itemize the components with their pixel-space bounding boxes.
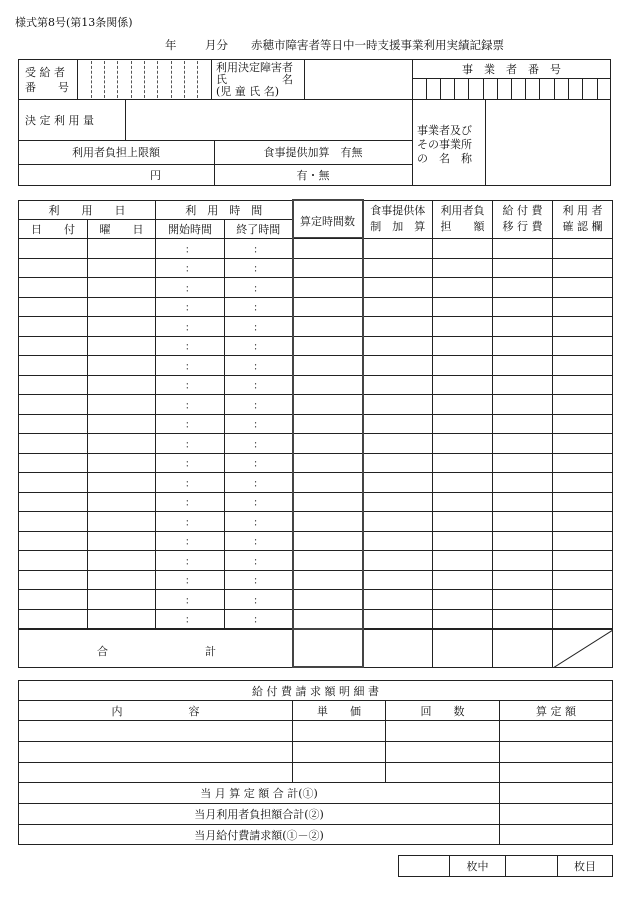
benefit-transfer-cell[interactable] [493, 609, 553, 629]
benefit-transfer-cell[interactable] [493, 570, 553, 590]
weekday-cell[interactable] [88, 609, 156, 629]
record-row [19, 239, 613, 259]
claim-cell[interactable] [500, 721, 613, 742]
meal-addition-cell[interactable] [363, 590, 433, 610]
calc-hours-cell[interactable] [293, 453, 363, 473]
user-burden-cell[interactable] [433, 531, 493, 551]
benefit-transfer-cell[interactable] [493, 434, 553, 454]
start-time-cell[interactable]: ： [156, 375, 225, 395]
claim-sum-calculated-value[interactable] [500, 783, 613, 804]
meal-addition-cell[interactable] [363, 336, 433, 356]
record-row [19, 570, 613, 590]
total-meal-addition[interactable] [363, 629, 433, 667]
start-time-cell[interactable]: ： [156, 551, 225, 571]
record-row [19, 434, 613, 454]
benefit-transfer-cell[interactable] [493, 258, 553, 278]
claim-cell[interactable] [500, 742, 613, 763]
end-time-cell[interactable]: ： [225, 512, 293, 532]
user-burden-cell[interactable] [433, 570, 493, 590]
date-cell[interactable] [19, 551, 88, 571]
record-row [19, 551, 613, 571]
diagonal-line [553, 630, 613, 668]
calc-hours-cell[interactable] [293, 239, 363, 259]
user-burden-cell[interactable] [433, 453, 493, 473]
start-time-cell[interactable]: ： [156, 473, 225, 493]
user-confirm-cell[interactable] [553, 531, 613, 551]
date-cell[interactable] [19, 239, 88, 259]
start-time-cell[interactable]: ： [156, 297, 225, 317]
start-time-cell[interactable]: ： [156, 239, 225, 259]
calc-hours-cell[interactable] [293, 258, 363, 278]
calc-hours-cell[interactable] [293, 375, 363, 395]
title-year: 年 [165, 38, 177, 52]
end-time-cell[interactable]: ： [225, 590, 293, 610]
start-time-cell[interactable]: ： [156, 434, 225, 454]
start-time-cell[interactable]: ： [156, 570, 225, 590]
user-confirm-cell[interactable] [553, 609, 613, 629]
end-time-cell[interactable]: ： [225, 239, 293, 259]
benefit-transfer-cell[interactable] [493, 473, 553, 493]
user-confirm-cell[interactable] [553, 414, 613, 434]
header-meal-addition: 食事提供体 制 加 算 [363, 200, 433, 238]
date-cell[interactable] [19, 492, 88, 512]
benefit-transfer-cell[interactable] [493, 317, 553, 337]
calc-hours-cell[interactable] [293, 473, 363, 493]
end-time-cell[interactable]: ： [225, 473, 293, 493]
user-confirm-cell[interactable] [553, 473, 613, 493]
weekday-cell[interactable] [88, 395, 156, 415]
user-confirm-cell[interactable] [553, 239, 613, 259]
meal-addition-cell[interactable] [363, 395, 433, 415]
recipient-label-2: 番 号 [25, 81, 69, 94]
user-burden-cell[interactable] [433, 492, 493, 512]
user-burden-cell[interactable] [433, 278, 493, 298]
calc-hours-cell[interactable] [293, 531, 363, 551]
user-burden-cell[interactable] [433, 551, 493, 571]
weekday-cell[interactable] [88, 239, 156, 259]
user-confirm-cell[interactable] [553, 551, 613, 571]
end-time-cell[interactable]: ： [225, 492, 293, 512]
calc-hours-cell[interactable] [293, 492, 363, 512]
claim-sum-burden-value[interactable] [500, 804, 613, 825]
benefit-transfer-cell[interactable] [493, 336, 553, 356]
weekday-cell[interactable] [88, 492, 156, 512]
date-cell[interactable] [19, 590, 88, 610]
header-weekday: 曜 日 [88, 219, 156, 238]
claim-cell[interactable] [19, 742, 293, 763]
meal-addition-cell[interactable] [363, 414, 433, 434]
meal-addition-cell[interactable] [363, 239, 433, 259]
end-time-cell[interactable]: ： [225, 395, 293, 415]
user-burden-cell[interactable] [433, 473, 493, 493]
end-time-cell[interactable]: ： [225, 414, 293, 434]
date-cell[interactable] [19, 473, 88, 493]
claim-sum-calculated: 当 月 算 定 額 合 計(①) [19, 783, 500, 804]
date-cell[interactable] [19, 336, 88, 356]
meal-addition-cell[interactable] [363, 375, 433, 395]
benefit-transfer-cell[interactable] [493, 239, 553, 259]
start-time-cell[interactable]: ： [156, 609, 225, 629]
total-benefit-transfer[interactable] [493, 629, 553, 667]
record-row [19, 590, 613, 610]
provider-name-label: 事業者及び [417, 124, 472, 137]
benefit-transfer-cell[interactable] [493, 531, 553, 551]
user-burden-cell[interactable] [433, 609, 493, 629]
claim-sum-burden: 当月利用者負担額合計(②) [19, 804, 500, 825]
claim-cell[interactable] [386, 721, 500, 742]
user-burden-cell[interactable] [433, 434, 493, 454]
user-burden-cell[interactable] [433, 336, 493, 356]
user-confirm-cell[interactable] [553, 317, 613, 337]
total-sheets-field[interactable] [399, 856, 450, 877]
start-time-cell[interactable]: ： [156, 336, 225, 356]
decision-amount-label: 決 定 利 用 量 [25, 114, 94, 127]
user-burden-cell[interactable] [433, 297, 493, 317]
user-confirm-cell[interactable] [553, 356, 613, 376]
claim-cell[interactable] [19, 721, 293, 742]
weekday-cell[interactable] [88, 473, 156, 493]
date-cell[interactable] [19, 297, 88, 317]
user-burden-cell[interactable] [433, 258, 493, 278]
meal-addition-cell[interactable] [363, 453, 433, 473]
meal-addition-cell[interactable] [363, 492, 433, 512]
date-cell[interactable] [19, 356, 88, 376]
start-time-cell[interactable]: ： [156, 453, 225, 473]
meal-addition-cell[interactable] [363, 356, 433, 376]
start-time-cell[interactable]: ： [156, 512, 225, 532]
date-cell[interactable] [19, 531, 88, 551]
end-time-cell[interactable]: ： [225, 453, 293, 473]
header-user-confirm: 利 用 者 確 認 欄 [553, 200, 613, 238]
weekday-cell[interactable] [88, 590, 156, 610]
claim-header-amount: 算 定 額 [500, 701, 613, 721]
date-cell[interactable] [19, 512, 88, 532]
total-calc-hours[interactable] [293, 629, 363, 667]
user-burden-cell[interactable] [433, 395, 493, 415]
claim-cell[interactable] [386, 763, 500, 783]
benefit-transfer-cell[interactable] [493, 492, 553, 512]
start-time-cell[interactable]: ： [156, 414, 225, 434]
end-time-cell[interactable]: ： [225, 570, 293, 590]
record-row [19, 453, 613, 473]
date-cell[interactable] [19, 258, 88, 278]
user-burden-cell[interactable] [433, 512, 493, 532]
claim-cell[interactable] [386, 742, 500, 763]
weekday-cell[interactable] [88, 434, 156, 454]
sheet-counter [398, 855, 613, 877]
meal-addition-cell[interactable] [363, 512, 433, 532]
date-cell[interactable] [19, 395, 88, 415]
calc-hours-cell[interactable] [293, 297, 363, 317]
start-time-cell[interactable]: ： [156, 492, 225, 512]
sheet-number-label: 枚目 [558, 856, 613, 877]
calc-hours-cell[interactable] [293, 395, 363, 415]
end-time-cell[interactable]: ： [225, 375, 293, 395]
record-row [19, 317, 613, 337]
user-burden-cell[interactable] [433, 356, 493, 376]
calc-hours-cell[interactable] [293, 590, 363, 610]
benefit-transfer-cell[interactable] [493, 590, 553, 610]
user-burden-cell[interactable] [433, 375, 493, 395]
user-burden-cell[interactable] [433, 239, 493, 259]
end-time-cell[interactable]: ： [225, 609, 293, 629]
date-cell[interactable] [19, 434, 88, 454]
sheet-number-field[interactable] [506, 856, 558, 877]
start-time-cell[interactable]: ： [156, 258, 225, 278]
start-time-cell[interactable]: ： [156, 356, 225, 376]
header-user-burden: 利用者負 担 額 [433, 200, 493, 238]
date-cell[interactable] [19, 570, 88, 590]
record-row [19, 473, 613, 493]
benefit-transfer-cell[interactable] [493, 551, 553, 571]
user-confirm-cell[interactable] [553, 570, 613, 590]
total-user-burden[interactable] [433, 629, 493, 667]
weekday-cell[interactable] [88, 317, 156, 337]
user-burden-cell[interactable] [433, 414, 493, 434]
total-label: 合 計 [19, 629, 293, 667]
yen-unit: 円 [150, 169, 161, 182]
weekday-cell[interactable] [88, 278, 156, 298]
user-confirm-cell[interactable] [553, 590, 613, 610]
records-total [18, 628, 613, 668]
page-title: 赤穂市障害者等日中一時支援事業利用実績記録票 [251, 38, 504, 52]
record-row [19, 258, 613, 278]
claim-sum-request: 当月給付費請求額(①－②) [19, 825, 500, 845]
benefit-transfer-cell[interactable] [493, 512, 553, 532]
header-use-time: 利 用 時 間 [156, 200, 293, 219]
user-confirm-cell[interactable] [553, 375, 613, 395]
meal-addition-cell[interactable] [363, 570, 433, 590]
claim-cell[interactable] [293, 721, 386, 742]
provider-name-label-3: の 名 称 [417, 152, 472, 165]
calc-hours-cell[interactable] [293, 414, 363, 434]
record-row [19, 336, 613, 356]
user-name-label-2: 氏 名 [216, 73, 293, 86]
meal-addition-cell[interactable] [363, 531, 433, 551]
weekday-cell[interactable] [88, 570, 156, 590]
header-calc-hours: 算定時間数 [293, 200, 363, 238]
meal-addition-cell[interactable] [363, 278, 433, 298]
benefit-transfer-cell[interactable] [493, 414, 553, 434]
record-row [19, 356, 613, 376]
calc-hours-cell[interactable] [293, 336, 363, 356]
start-time-cell[interactable]: ： [156, 590, 225, 610]
calc-hours-cell[interactable] [293, 356, 363, 376]
calc-hours-cell[interactable] [293, 570, 363, 590]
total-confirm-diagonal [553, 629, 613, 667]
records-body [18, 238, 613, 629]
end-time-cell[interactable]: ： [225, 531, 293, 551]
calc-hours-cell[interactable] [293, 278, 363, 298]
calc-hours-cell[interactable] [293, 609, 363, 629]
record-row [19, 512, 613, 532]
meal-addition-cell[interactable] [363, 551, 433, 571]
record-row [19, 297, 613, 317]
weekday-cell[interactable] [88, 512, 156, 532]
end-time-cell[interactable]: ： [225, 278, 293, 298]
benefit-transfer-cell[interactable] [493, 356, 553, 376]
calc-hours-cell[interactable] [293, 434, 363, 454]
weekday-cell[interactable] [88, 356, 156, 376]
calc-hours-cell[interactable] [293, 551, 363, 571]
end-time-cell[interactable]: ： [225, 551, 293, 571]
claim-cell[interactable] [500, 763, 613, 783]
date-cell[interactable] [19, 609, 88, 629]
weekday-cell[interactable] [88, 531, 156, 551]
burden-limit-label: 利用者負担上限額 [72, 146, 160, 159]
weekday-cell[interactable] [88, 453, 156, 473]
user-name-label: 利用決定障害者 [216, 61, 293, 74]
user-confirm-cell[interactable] [553, 512, 613, 532]
benefit-transfer-cell[interactable] [493, 395, 553, 415]
record-row [19, 609, 613, 629]
header-use-day: 利 用 日 [19, 200, 156, 219]
meal-addition-cell[interactable] [363, 473, 433, 493]
benefit-transfer-cell[interactable] [493, 297, 553, 317]
meal-addition-value: 有・無 [296, 169, 330, 182]
recipient-label: 受 給 者 [25, 66, 65, 79]
user-confirm-cell[interactable] [553, 434, 613, 454]
claim-cell[interactable] [293, 763, 386, 783]
header-benefit-transfer: 給 付 費 移 行 費 [493, 200, 553, 238]
meal-addition-cell[interactable] [363, 317, 433, 337]
header-end-time: 終了時間 [225, 219, 293, 238]
start-time-cell[interactable]: ： [156, 531, 225, 551]
meal-addition-cell[interactable] [363, 434, 433, 454]
user-confirm-cell[interactable] [553, 336, 613, 356]
record-row [19, 375, 613, 395]
claim-header-unit: 単 価 [293, 701, 386, 721]
user-confirm-cell[interactable] [553, 395, 613, 415]
records-header [18, 199, 613, 239]
date-cell[interactable] [19, 317, 88, 337]
user-confirm-cell[interactable] [553, 278, 613, 298]
start-time-cell[interactable]: ： [156, 278, 225, 298]
date-cell[interactable] [19, 278, 88, 298]
weekday-cell[interactable] [88, 414, 156, 434]
meal-addition-cell[interactable] [363, 609, 433, 629]
record-row [19, 531, 613, 551]
meal-addition-cell[interactable] [363, 258, 433, 278]
claim-title: 給 付 費 請 求 額 明 細 書 [19, 681, 613, 701]
calc-hours-cell[interactable] [293, 512, 363, 532]
date-cell[interactable] [19, 453, 88, 473]
end-time-cell[interactable]: ： [225, 258, 293, 278]
meal-addition-cell[interactable] [363, 297, 433, 317]
benefit-transfer-cell[interactable] [493, 375, 553, 395]
user-burden-cell[interactable] [433, 317, 493, 337]
benefit-transfer-cell[interactable] [493, 453, 553, 473]
provider-name-label-2: その事業所 [417, 138, 472, 151]
claim-header-content: 内 容 [19, 701, 293, 721]
user-confirm-cell[interactable] [553, 297, 613, 317]
start-time-cell[interactable]: ： [156, 395, 225, 415]
end-time-cell[interactable]: ： [225, 356, 293, 376]
claim-table [18, 680, 613, 845]
claim-sum-request-value[interactable] [500, 825, 613, 845]
end-time-cell[interactable]: ： [225, 434, 293, 454]
claim-header-times: 回 数 [386, 701, 500, 721]
header-date: 日 付 [19, 219, 88, 238]
end-time-cell[interactable]: ： [225, 317, 293, 337]
weekday-cell[interactable] [88, 258, 156, 278]
meal-addition-label: 食事提供加算 有無 [263, 146, 363, 159]
claim-cell[interactable] [293, 742, 386, 763]
child-name-label: (児 童 氏 名) [216, 85, 280, 98]
date-cell[interactable] [19, 414, 88, 434]
user-confirm-cell[interactable] [553, 258, 613, 278]
date-cell[interactable] [19, 375, 88, 395]
calc-hours-cell[interactable] [293, 317, 363, 337]
record-row [19, 492, 613, 512]
weekday-cell[interactable] [88, 336, 156, 356]
user-burden-cell[interactable] [433, 590, 493, 610]
record-row [19, 395, 613, 415]
weekday-cell[interactable] [88, 551, 156, 571]
title-month: 月分 [205, 38, 228, 52]
user-confirm-cell[interactable] [553, 492, 613, 512]
weekday-cell[interactable] [88, 297, 156, 317]
provider-number-label: 事 業 者 番 号 [462, 63, 561, 76]
end-time-cell[interactable]: ： [225, 336, 293, 356]
benefit-transfer-cell[interactable] [493, 278, 553, 298]
record-row [19, 414, 613, 434]
end-time-cell[interactable]: ： [225, 297, 293, 317]
weekday-cell[interactable] [88, 375, 156, 395]
form-number: 様式第8号(第13条関係) [15, 16, 133, 29]
record-row [19, 278, 613, 298]
user-confirm-cell[interactable] [553, 453, 613, 473]
sheets-of-label: 枚中 [450, 856, 506, 877]
claim-cell[interactable] [19, 763, 293, 783]
header-start-time: 開始時間 [156, 219, 225, 238]
start-time-cell[interactable]: ： [156, 317, 225, 337]
